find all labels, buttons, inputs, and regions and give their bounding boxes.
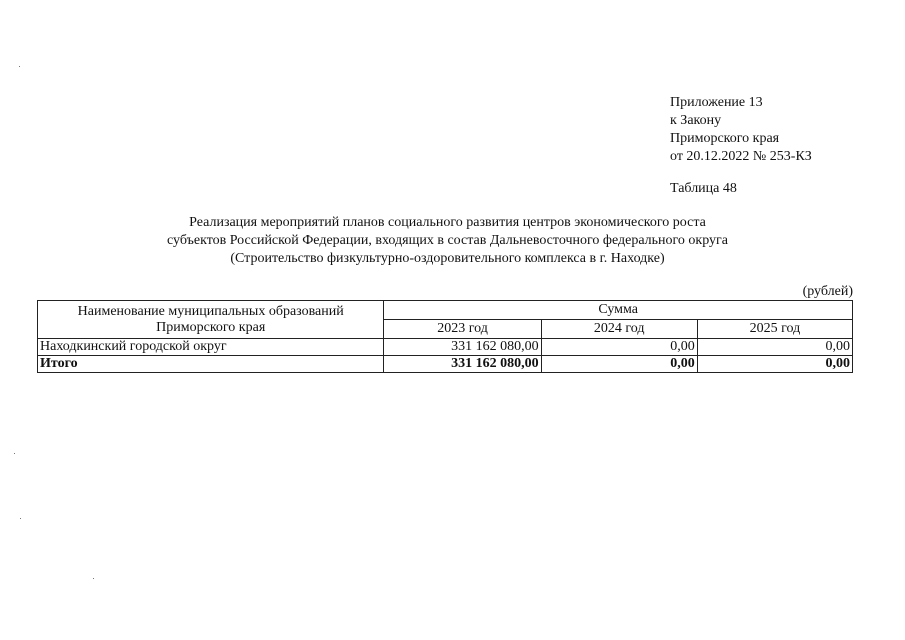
appendix-line: от 20.12.2022 № 253-КЗ	[670, 149, 812, 164]
total-label: Итого	[38, 356, 384, 373]
header-year-2025: 2025 год	[697, 320, 852, 339]
total-row	[38, 356, 853, 373]
table-row	[38, 339, 853, 356]
header-year-2024: 2024 год	[541, 320, 697, 339]
row-municipality-name: Находкинский городской округ	[38, 339, 384, 356]
appendix-line: Приложение 13	[670, 95, 763, 110]
header-municipality-line2: Приморского края	[156, 319, 266, 335]
title-line: Реализация мероприятий планов социального развития центров экономического роста	[189, 215, 706, 230]
appendix-line: Приморского края	[670, 131, 780, 146]
scan-speck	[93, 578, 94, 579]
title-line: субъектов Российской Федерации, входящих в состав Дальневосточного федерального округа	[167, 233, 728, 248]
appendix-line: к Закону	[670, 113, 722, 128]
header-sum: Сумма	[384, 301, 853, 320]
document-title	[100, 214, 795, 268]
header-year-2023: 2023 год	[384, 320, 541, 339]
row-value-2024: 0,00	[541, 339, 697, 356]
appendix-header	[670, 94, 812, 166]
table-number: Таблица 48	[670, 181, 737, 196]
title-line: (Строительство физкультурно-оздоровительного комплекса в г. Находке)	[230, 251, 665, 266]
row-value-2025: 0,00	[697, 339, 852, 356]
header-municipality	[38, 301, 384, 339]
total-value-2025: 0,00	[697, 356, 852, 373]
table-header-row	[38, 301, 853, 320]
units-label: (рублей)	[802, 284, 853, 299]
row-value-2023: 331 162 080,00	[384, 339, 541, 356]
scan-speck	[20, 518, 21, 519]
budget-table	[37, 300, 853, 373]
total-value-2024: 0,00	[541, 356, 697, 373]
scan-speck	[19, 66, 20, 67]
scan-speck	[14, 453, 15, 454]
header-municipality-line1: Наименование муниципальных образований	[77, 303, 344, 319]
total-value-2023: 331 162 080,00	[384, 356, 541, 373]
